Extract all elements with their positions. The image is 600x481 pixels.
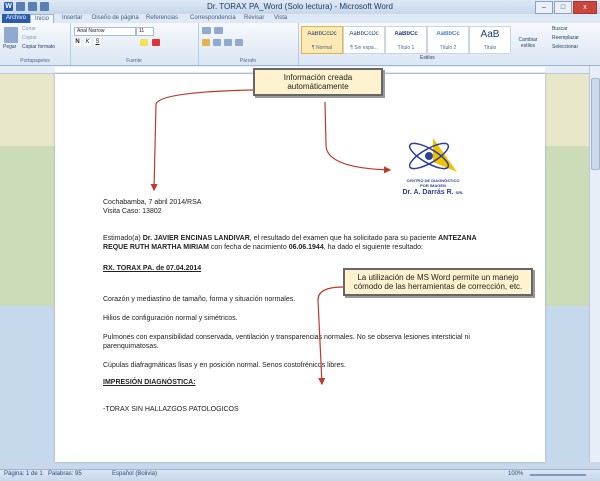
style-normal[interactable] <box>301 26 343 54</box>
paste-label[interactable]: Pegar <box>3 44 17 50</box>
select-button[interactable]: Seleccionar <box>552 44 579 50</box>
style-name: Título <box>483 45 497 51</box>
style-heading-2[interactable] <box>427 26 469 54</box>
greeting-end: , ha dado el siguiente resultado: <box>323 244 423 251</box>
greeting-prefix: Estimado(a) <box>103 235 143 242</box>
birth-date: 06.06.1944 <box>288 244 324 251</box>
finding-hila: Hilios de configuración normal y simétricos. <box>103 315 238 322</box>
font-group-label: Fuente <box>126 58 142 64</box>
style-sample: AaBbCc <box>394 31 418 37</box>
page-count[interactable]: Página: 1 de 1 <box>4 471 43 477</box>
align-left-icon[interactable] <box>202 39 210 46</box>
style-sample: AaBbCcDc <box>307 31 337 37</box>
style-heading-1[interactable] <box>385 26 427 54</box>
justify-icon[interactable] <box>235 39 243 46</box>
font-color-icon[interactable] <box>152 39 160 46</box>
style-name: Título 1 <box>397 45 415 51</box>
clipboard-group-label: Portapapeles <box>20 58 50 64</box>
logo-text-top: CENTRO DE DIAGNÓSTICO POR IMAGEN <box>406 178 460 188</box>
greeting-mid: , el resultado del examen que ha solicitado para su paciente <box>249 235 439 242</box>
finding-heart: Corazón y mediastino de tamaño, forma y situación normales. <box>103 296 296 303</box>
style-no-spacing[interactable] <box>343 26 385 54</box>
numbering-icon[interactable] <box>214 27 223 34</box>
align-center-icon[interactable] <box>213 39 221 46</box>
ribbon <box>0 23 600 66</box>
bullets-icon[interactable] <box>202 27 211 34</box>
tab-file[interactable]: Archivo <box>2 14 30 23</box>
logo-text-name: Dr. A. Darrás R. SRL <box>402 189 464 196</box>
greeting-paragraph <box>103 234 483 252</box>
copy-button[interactable]: Copiar <box>22 35 37 41</box>
font-group <box>70 23 199 65</box>
tab-page-layout[interactable]: Diseño de página <box>92 15 139 21</box>
paragraph-group <box>198 23 299 65</box>
style-sample: AaBbCcDc <box>349 31 379 37</box>
close-button[interactable]: x <box>573 1 597 14</box>
status-bar <box>0 469 600 481</box>
style-sample: AaB <box>480 29 500 40</box>
callout-word-tools: La utilización de MS Word permite un manejo cómodo de las herramientas de corrección, etc. <box>343 268 533 296</box>
tab-review[interactable]: Revisar <box>244 15 265 21</box>
tab-mailings[interactable]: Correspondencia <box>190 15 236 21</box>
minimize-button[interactable]: – <box>535 1 553 14</box>
format-painter-button[interactable]: Copiar formato <box>22 44 56 50</box>
word-logo-icon[interactable]: W <box>5 3 12 10</box>
find-button[interactable]: Buscar <box>552 26 568 32</box>
tab-home[interactable]: Inicio <box>30 14 54 23</box>
highlight-color-icon[interactable] <box>140 39 148 46</box>
italic-icon[interactable]: K <box>85 39 90 45</box>
ribbon-tabs <box>0 14 600 23</box>
style-name: ¶ Normal <box>311 45 333 51</box>
callout-auto-info: Información creada automáticamente <box>253 68 383 96</box>
style-title[interactable] <box>469 26 511 54</box>
style-name: ¶ Sin espa... <box>350 45 378 51</box>
atom-logo-icon <box>393 132 473 178</box>
tab-references[interactable]: Referencias <box>146 15 179 21</box>
finding-diaphragm: Cúpulas diafragmáticas lisas y en posición normal. Senos costofrénicos libres. <box>103 362 346 369</box>
diagnosis-title: IMPRESIÓN DIAGNÓSTICA: <box>103 379 196 386</box>
exam-title: RX. TORAX PA. de 07.04.2014 <box>103 265 202 272</box>
replace-button[interactable]: Reemplazar <box>552 35 579 41</box>
title-bar <box>0 0 600 14</box>
bold-icon[interactable]: N <box>75 39 80 45</box>
cut-button[interactable]: Cortar <box>22 26 36 32</box>
scrollbar-thumb[interactable] <box>591 78 600 170</box>
style-sample: AaBbCc <box>436 31 460 37</box>
word-count[interactable]: Palabras: 95 <box>48 471 82 477</box>
tab-view[interactable]: Vista <box>274 15 288 21</box>
window-title: Dr. TORAX PA_Word (Solo lectura) - Microsoft Word <box>207 2 393 11</box>
change-styles-button[interactable]: Cambiar estilos <box>518 37 538 49</box>
zoom-slider[interactable] <box>530 474 586 476</box>
paste-icon[interactable] <box>4 27 18 43</box>
date-line: Cochabamba, 7 abril 2014/RSA <box>103 199 202 206</box>
diagnosis-text: -TORAX SIN HALLAZGOS PATOLOGICOS <box>103 406 239 413</box>
patient-name: ANTEZANA REQUE RUTH MARTHA MIRIAM <box>103 235 477 251</box>
style-name: Título 2 <box>439 45 457 51</box>
visit-line: Visita Caso: 13802 <box>103 208 162 215</box>
finding-lungs: Pulmones con expansibilidad conservada, ventilación y transparencias normales. No se observa lesiones intersticial ni parenquimatosas. <box>103 334 470 350</box>
tab-insert[interactable]: Insertar <box>62 15 83 21</box>
document-body[interactable] <box>103 198 483 414</box>
paragraph-group-label: Párrafo <box>239 58 257 64</box>
clipboard-group <box>0 23 71 65</box>
styles-group-label: Estilos <box>420 55 435 61</box>
align-right-icon[interactable] <box>224 39 232 46</box>
maximize-button[interactable]: □ <box>554 1 572 14</box>
font-family-select[interactable]: Arial Narrow <box>74 27 136 36</box>
styles-gallery <box>301 26 513 52</box>
font-size-select[interactable]: 11 <box>136 27 154 36</box>
window-controls <box>535 1 597 14</box>
vertical-scrollbar[interactable] <box>589 66 600 462</box>
greeting-mid2: con fecha de nacimiento <box>208 244 289 251</box>
zoom-level[interactable]: 100% <box>508 471 524 477</box>
doctor-name: Dr. JAVIER ENCINAS LANDIVAR <box>142 235 250 242</box>
language-indicator[interactable]: Español (Bolivia) <box>112 471 158 477</box>
underline-icon[interactable]: S <box>95 39 100 45</box>
